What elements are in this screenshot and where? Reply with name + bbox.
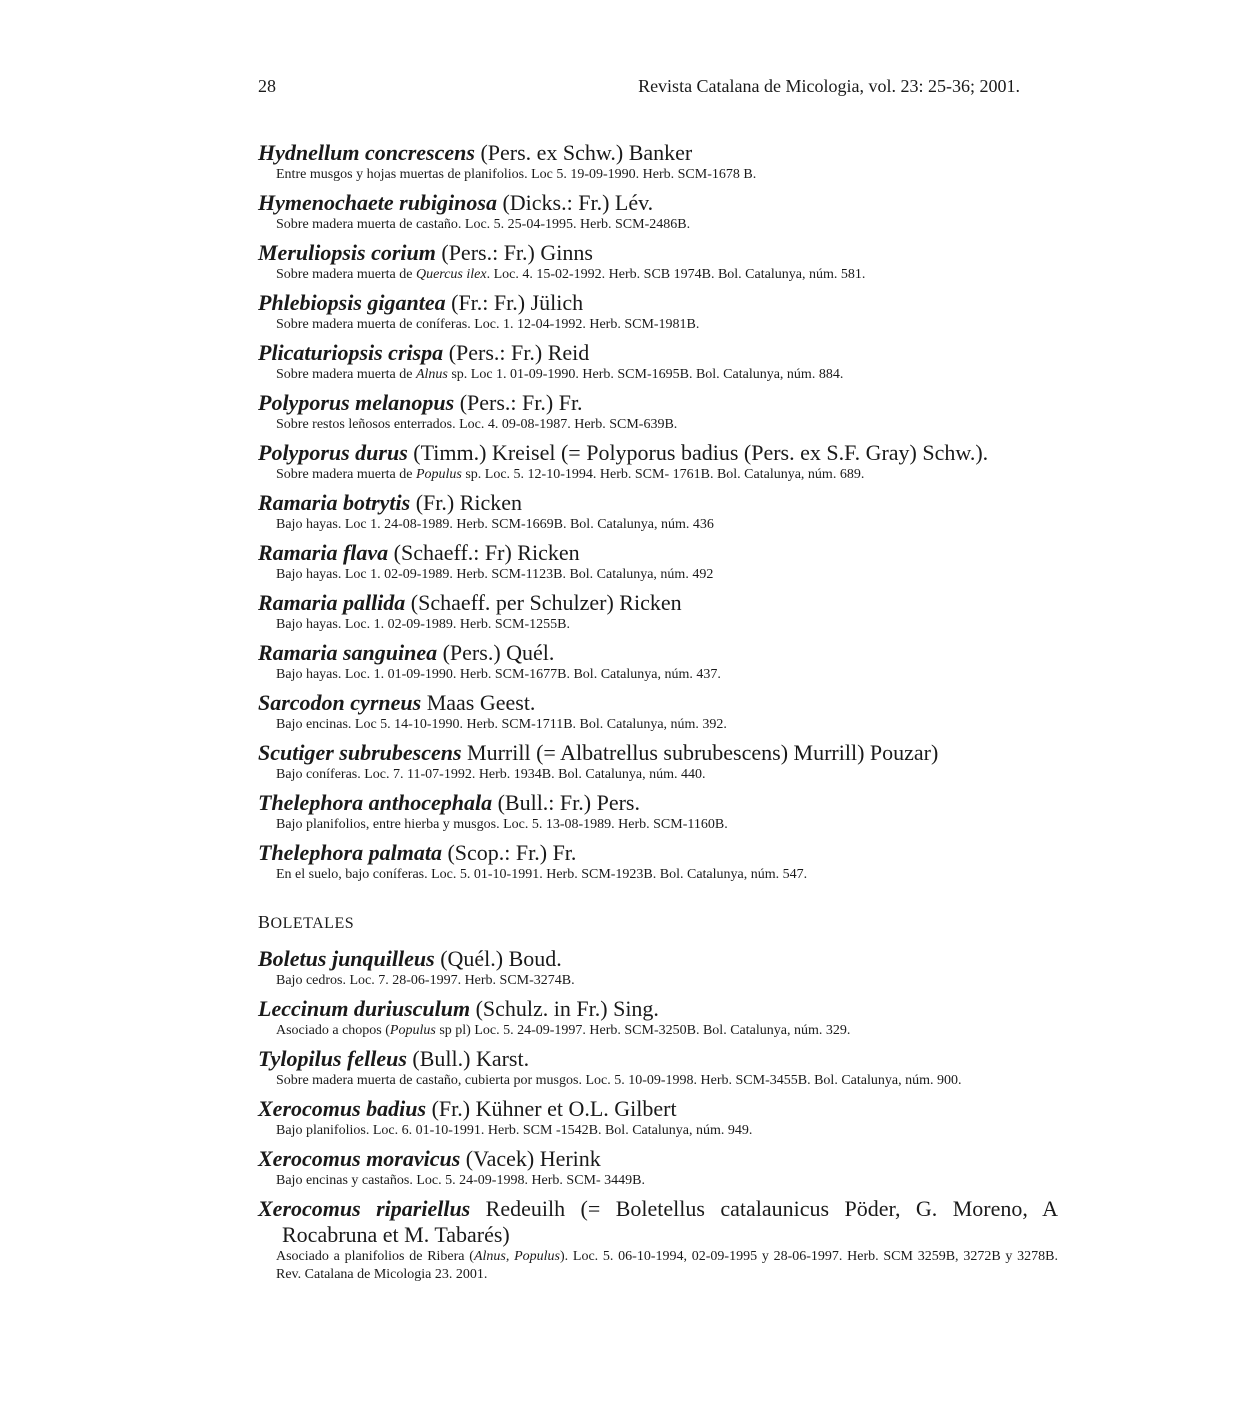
record-text: Bajo planifolios. Loc. 6. 01-10-1991. Herb. SCM -1542B. Bol. Catalunya, núm. 949. [276,1123,753,1138]
collection-record [258,666,1058,684]
record-text: Bajo hayas. Loc 1. 02-09-1989. Herb. SCM-1123B. Bol. Catalunya, núm. 492 [276,567,714,582]
species-name-line [258,240,1058,266]
taxon-ref: Quercus ilex [415,267,487,282]
species-name-line [258,996,1058,1022]
taxon-ref: Alnus [415,367,448,382]
author-citation: (Pers. ex Schw.) Banker [474,140,693,165]
species-entry [258,240,1058,284]
record-text: Asociado a chopos ( [276,1023,390,1038]
collection-record [258,1072,1058,1090]
author-citation: (Vacek) Herink [460,1146,601,1171]
author-citation: (Pers.: Fr.) Fr. [454,390,583,415]
species-entry [258,840,1058,884]
species-entry [258,640,1058,684]
collection-record [258,516,1058,534]
taxon-ref: Populus [389,1023,436,1038]
scientific-name: Thelephora palmata [258,840,442,865]
collection-record [258,1022,1058,1040]
record-text: Sobre madera muerta de castaño. Loc. 5. 25-04-1995. Herb. SCM-2486B. [276,217,691,232]
author-citation: (Bull.: Fr.) Pers. [492,790,640,815]
species-name-line [258,1146,1058,1172]
collection-record [258,166,1058,184]
species-name-line [258,440,1058,466]
author-citation: (Quél.) Boud. [434,946,562,971]
species-name-line [258,946,1058,972]
scientific-name: Phlebiopsis gigantea [258,290,446,315]
species-entry [258,996,1058,1040]
record-text: Asociado a planifolios de Ribera ( [276,1249,474,1264]
record-text: Bajo cedros. Loc. 7. 28-06-1997. Herb. SCM-3274B. [276,973,575,988]
collection-record [258,1248,1058,1284]
collection-record [258,266,1058,284]
collection-record [258,616,1058,634]
species-name-line [258,190,1058,216]
record-text: Bajo hayas. Loc. 1. 01-09-1990. Herb. SCM-1677B. Bol. Catalunya, núm. 437. [276,667,721,682]
author-citation: Maas Geest. [421,690,536,715]
record-text: Sobre madera muerta de castaño, cubierta por musgos. Loc. 5. 10-09-1998. Herb. SCM-3455B. Bol. Catalunya, núm. 900. [276,1073,962,1088]
synonym-author: Pöder, G. Moreno, A Rocabruna et M. Tabarés) [282,1196,1058,1247]
scientific-name: Boletus junquilleus [258,946,435,971]
collection-record [258,1172,1058,1190]
species-entry [258,946,1058,990]
collection-record [258,1122,1058,1140]
scientific-name: Xerocomus moravicus [258,1146,461,1171]
record-text: ). Loc. 5. 06-10-1994, 02-09-1995 y 28-06-1997. Herb. SCM 3259B, 3272B y 3278B. Rev. Catalana de Micologia 23. 2001. [276,1249,1058,1282]
record-text: Entre musgos y hojas muertas de planifolios. Loc 5. 19-09-1990. Herb. SCM-1678 B. [276,167,757,182]
page-number: 28 [258,76,276,96]
species-entry [258,490,1058,534]
record-text: Sobre madera muerta de [276,267,416,282]
species-name-line [258,640,1058,666]
record-text: Bajo encinas y castaños. Loc. 5. 24-09-1998. Herb. SCM- 3449B. [276,1173,645,1188]
species-name-line [258,690,1058,716]
author-citation: (Pers.) Quél. [437,640,555,665]
species-entry [258,140,1058,184]
collection-record [258,866,1058,884]
species-name-line [258,540,1058,566]
species-entry [258,740,1058,784]
scientific-name: Sarcodon cyrneus [258,690,422,715]
species-entry [258,340,1058,384]
species-entry [258,440,1058,484]
record-text: Sobre madera muerta de coníferas. Loc. 1. 12-04-1992. Herb. SCM-1981B. [276,317,700,332]
species-name-line [258,1196,1058,1248]
species-name-line [258,590,1058,616]
author-citation: (Fr.) Kühner et O.L. Gilbert [426,1096,677,1121]
page-header [258,76,1020,98]
species-name-line [258,790,1058,816]
author-citation: (Bull.) Karst. [406,1046,530,1071]
species-entry [258,390,1058,434]
scientific-name: Ramaria pallida [258,590,406,615]
species-entry [258,1196,1058,1284]
record-text: En el suelo, bajo coníferas. Loc. 5. 01-10-1991. Herb. SCM-1923B. Bol. Catalunya, núm. 547. [276,867,808,882]
scientific-name: Polyporus melanopus [258,390,455,415]
species-entry [258,790,1058,834]
species-name-line [258,1046,1058,1072]
author-citation: (Pers.: Fr.) Reid [443,340,590,365]
record-text: Sobre madera muerta de [276,367,416,382]
scientific-name: Thelephora anthocephala [258,790,493,815]
collection-record [258,466,1058,484]
scientific-name: Ramaria flava [258,540,389,565]
scientific-name: Xerocomus ripariellus [258,1196,471,1221]
author-citation: (Fr.: Fr.) Jülich [445,290,584,315]
collection-record [258,766,1058,784]
collection-record [258,566,1058,584]
scientific-name: Tylopilus felleus [258,1046,407,1071]
species-entry [258,540,1058,584]
record-text: Bajo planifolios, entre hierba y musgos. Loc. 5. 13-08-1989. Herb. SCM-1160B. [276,817,728,832]
scientific-name: Plicaturiopsis crispa [258,340,444,365]
record-text: Bajo coníferas. Loc. 7. 11-07-1992. Herb. 1934B. Bol. Catalunya, núm. 440. [276,767,706,782]
record-text: sp. Loc 1. 01-09-1990. Herb. SCM-1695B. Bol. Catalunya, núm. 884. [447,367,844,382]
author-citation: Redeuilh (= [470,1196,616,1221]
author-citation: Murrill (= [461,740,561,765]
species-entry [258,290,1058,334]
species-list-boletales [258,946,1058,1290]
author-citation: (Dicks.: Fr.) Lév. [496,190,654,215]
author-citation: (Pers.: Fr.) Ginns [435,240,593,265]
author-citation: (Scop.: Fr.) Fr. [441,840,577,865]
species-entry [258,1096,1058,1140]
scientific-name: Meruliopsis corium [258,240,436,265]
author-citation: (Schaeff. per Schulzer) Ricken [405,590,682,615]
section-heading-rest: OLETALES [270,915,355,932]
scientific-name: Hymenochaete rubiginosa [258,190,497,215]
collection-record [258,316,1058,334]
species-name-line [258,840,1058,866]
scientific-name: Leccinum duriusculum [258,996,471,1021]
species-entry [258,1046,1058,1090]
taxon-ref: Alnus, Populus [473,1249,560,1264]
synonym-author: (Pers. ex S.F. Gray) Schw.). [738,440,989,465]
scientific-name: Ramaria botrytis [258,490,411,515]
scientific-name: Scutiger subrubescens [258,740,462,765]
record-text: Sobre restos leñosos enterrados. Loc. 4. 09-08-1987. Herb. SCM-639B. [276,417,678,432]
species-entry [258,690,1058,734]
species-name-line [258,140,1058,166]
species-name-line [258,390,1058,416]
taxon-ref: Populus [415,467,462,482]
author-citation: (Fr.) Ricken [410,490,523,515]
record-text: . Loc. 4. 15-02-1992. Herb. SCB 1974B. Bol. Catalunya, núm. 581. [486,267,866,282]
species-name-line [258,490,1058,516]
section-heading-initial: B [258,912,271,932]
collection-record [258,816,1058,834]
author-citation: (Schulz. in Fr.) Sing. [470,996,659,1021]
species-entry [258,190,1058,234]
synonym-author: ) Murrill) Pouzar) [780,740,939,765]
author-citation: (Timm.) Kreisel (= [407,440,587,465]
species-list-aphyllophorales [258,140,1058,890]
record-text: sp pl) Loc. 5. 24-09-1997. Herb. SCM-3250B. Bol. Catalunya, núm. 329. [435,1023,851,1038]
species-name-line [258,290,1058,316]
record-text: Bajo hayas. Loc 1. 24-08-1989. Herb. SCM-1669B. Bol. Catalunya, núm. 436 [276,517,714,532]
species-entry [258,1146,1058,1190]
species-name-line [258,340,1058,366]
synonym-name: Boletellus catalaunicus [615,1196,830,1221]
species-entry [258,590,1058,634]
species-name-line [258,740,1058,766]
scientific-name: Xerocomus badius [258,1096,427,1121]
section-heading-boletales [258,912,354,933]
record-text: Sobre madera muerta de [276,467,416,482]
scientific-name: Polyporus durus [258,440,408,465]
record-text: Bajo hayas. Loc. 1. 02-09-1989. Herb. SCM-1255B. [276,617,570,632]
collection-record [258,416,1058,434]
collection-record [258,716,1058,734]
species-name-line [258,1096,1058,1122]
synonym-name: Albatrellus subrubescens [560,740,781,765]
synonym-name: Polyporus badius [586,440,739,465]
collection-record [258,366,1058,384]
record-text: Bajo encinas. Loc 5. 14-10-1990. Herb. SCM-1711B. Bol. Catalunya, núm. 392. [276,717,727,732]
author-citation: (Schaeff.: Fr) Ricken [388,540,580,565]
scientific-name: Hydnellum concrescens [258,140,475,165]
running-head: Revista Catalana de Micologia, vol. 23: 25-36; 2001. [638,76,1020,96]
record-text: sp. Loc. 5. 12-10-1994. Herb. SCM- 1761B. Bol. Catalunya, núm. 689. [461,467,865,482]
scientific-name: Ramaria sanguinea [258,640,438,665]
collection-record [258,972,1058,990]
collection-record [258,216,1058,234]
